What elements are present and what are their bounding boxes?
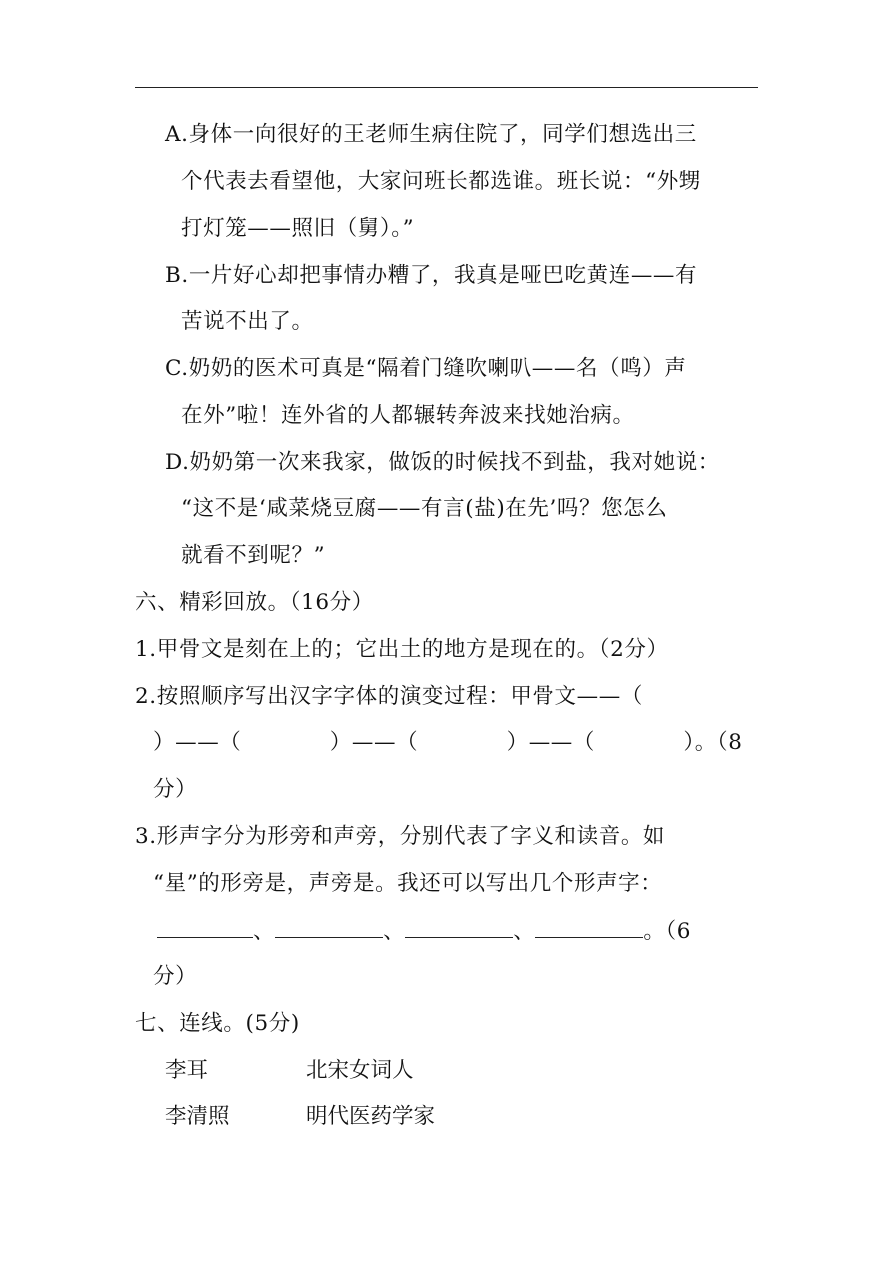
question-2-line-3: 分） — [153, 777, 198, 802]
question-3-answer-line — [157, 917, 691, 946]
question-3-line-4: 分） — [153, 964, 198, 989]
question-3-end: 。（6 — [643, 919, 692, 944]
match-right-item[interactable]: 明代医药学家 — [306, 1104, 436, 1129]
separator: 、 — [383, 919, 406, 944]
header-rule — [135, 87, 758, 88]
option-a-line-1: A.身体一向很好的王老师生病住院了，同学们想选出三 — [165, 122, 697, 147]
option-b-line-2: 苦说不出了。 — [181, 309, 314, 334]
option-b-line-1: B.一片好心却把事情办糟了，我真是哑巴吃黄连——有 — [165, 263, 698, 288]
option-c-line-2: 在外”啦！连外省的人都辗转奔波来找她治病。 — [181, 403, 635, 428]
answer-blank-2[interactable] — [275, 917, 383, 938]
question-3-line-2: “星”的形旁是，声旁是。我还可以写出几个形声字： — [153, 871, 663, 896]
separator: 、 — [513, 919, 536, 944]
match-left-item[interactable]: 李耳 — [165, 1058, 209, 1083]
match-left-item[interactable]: 李清照 — [165, 1104, 230, 1129]
question-3-line-1: 3.形声字分为形旁和声旁，分别代表了字义和读音。如 — [135, 824, 666, 849]
question-1: 1.甲骨文是刻在上的；它出土的地方是现在的。（2分） — [135, 637, 669, 662]
answer-blank-4[interactable] — [535, 917, 643, 938]
option-a-line-3: 打灯笼——照旧（舅）。” — [181, 216, 415, 241]
option-d-line-3: 就看不到呢？” — [181, 543, 326, 568]
answer-blank-3[interactable] — [405, 917, 513, 938]
question-2-line-1: 2.按照顺序写出汉字字体的演变过程：甲骨文——（ — [135, 684, 643, 709]
option-d-line-1: D.奶奶第一次来我家，做饭的时候找不到盐，我对她说： — [165, 450, 720, 475]
option-d-line-2: “这不是‘咸菜烧豆腐——有言(盐)在先’吗？您怎么 — [181, 496, 668, 521]
option-a-line-2: 个代表去看望他，大家问班长都选谁。班长说：“外甥 — [181, 169, 701, 194]
option-c-line-1: C.奶奶的医术可真是“隔着门缝吹喇叭——名（鸣）声 — [165, 356, 687, 381]
section-6-heading: 六、精彩回放。（16分） — [135, 590, 374, 615]
section-7-heading: 七、连线。(5分) — [135, 1011, 300, 1036]
match-right-item[interactable]: 北宋女词人 — [306, 1058, 414, 1083]
question-2-line-2: ）——（ ）——（ ）——（ ）。（8 — [153, 730, 743, 755]
separator: 、 — [253, 919, 276, 944]
answer-blank-1[interactable] — [157, 917, 253, 938]
